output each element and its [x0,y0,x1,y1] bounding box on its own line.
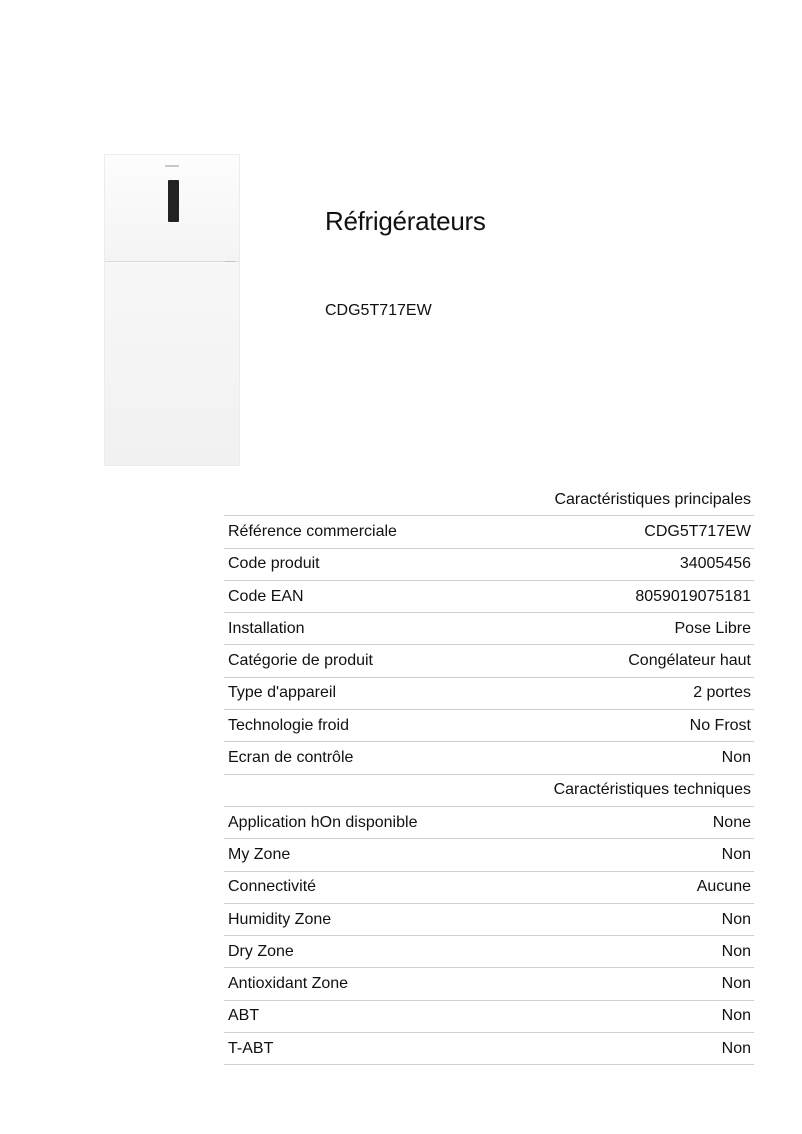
spec-value: Non [484,1000,754,1032]
spec-label: My Zone [224,839,484,871]
spec-label: T-ABT [224,1033,484,1065]
spec-label: Installation [224,613,484,645]
spec-row [224,839,754,871]
spec-value: Pose Libre [484,613,754,645]
spec-value: 2 portes [484,677,754,709]
control-display [168,180,179,222]
spec-label: Antioxidant Zone [224,968,484,1000]
spec-value: 8059019075181 [484,580,754,612]
spec-row [224,516,754,548]
spec-value: Congélateur haut [484,645,754,677]
spec-label: Code EAN [224,580,484,612]
fridge-main-door [105,262,239,465]
spec-value: Non [484,839,754,871]
spec-row [224,1033,754,1065]
spec-row [224,677,754,709]
page-title: Réfrigérateurs [325,206,486,236]
spec-label: Technologie froid [224,710,484,742]
spec-value: Non [484,1033,754,1065]
spec-table [224,484,754,1065]
section-title: Caractéristiques techniques [484,774,754,806]
spec-value: Non [484,968,754,1000]
spec-row [224,871,754,903]
spec-row [224,936,754,968]
section-title: Caractéristiques principales [484,484,754,516]
spec-value: No Frost [484,710,754,742]
product-model: CDG5T717EW [325,302,432,319]
spec-label: ABT [224,1000,484,1032]
spec-value: 34005456 [484,548,754,580]
spec-value: Aucune [484,871,754,903]
spec-row [224,806,754,838]
spec-value: Non [484,903,754,935]
spec-label: Connectivité [224,871,484,903]
spec-row [224,613,754,645]
section-header [224,484,754,516]
product-image [104,154,240,466]
spec-row [224,548,754,580]
spec-row [224,1000,754,1032]
spec-label: Type d'appareil [224,677,484,709]
spec-value: Non [484,936,754,968]
spec-label: Référence commerciale [224,516,484,548]
spec-label: Application hOn disponible [224,806,484,838]
section-header [224,774,754,806]
spec-label: Code produit [224,548,484,580]
spec-row [224,903,754,935]
spec-label: Ecran de contrôle [224,742,484,774]
spec-label: Dry Zone [224,936,484,968]
spec-value: CDG5T717EW [484,516,754,548]
spec-row [224,968,754,1000]
spec-value: None [484,806,754,838]
spec-row [224,645,754,677]
spec-row [224,580,754,612]
spec-row [224,710,754,742]
spec-label: Humidity Zone [224,903,484,935]
fridge-freezer-door [105,155,239,262]
brand-logo [165,165,179,167]
spec-value: Non [484,742,754,774]
spec-label: Catégorie de produit [224,645,484,677]
spec-row [224,742,754,774]
